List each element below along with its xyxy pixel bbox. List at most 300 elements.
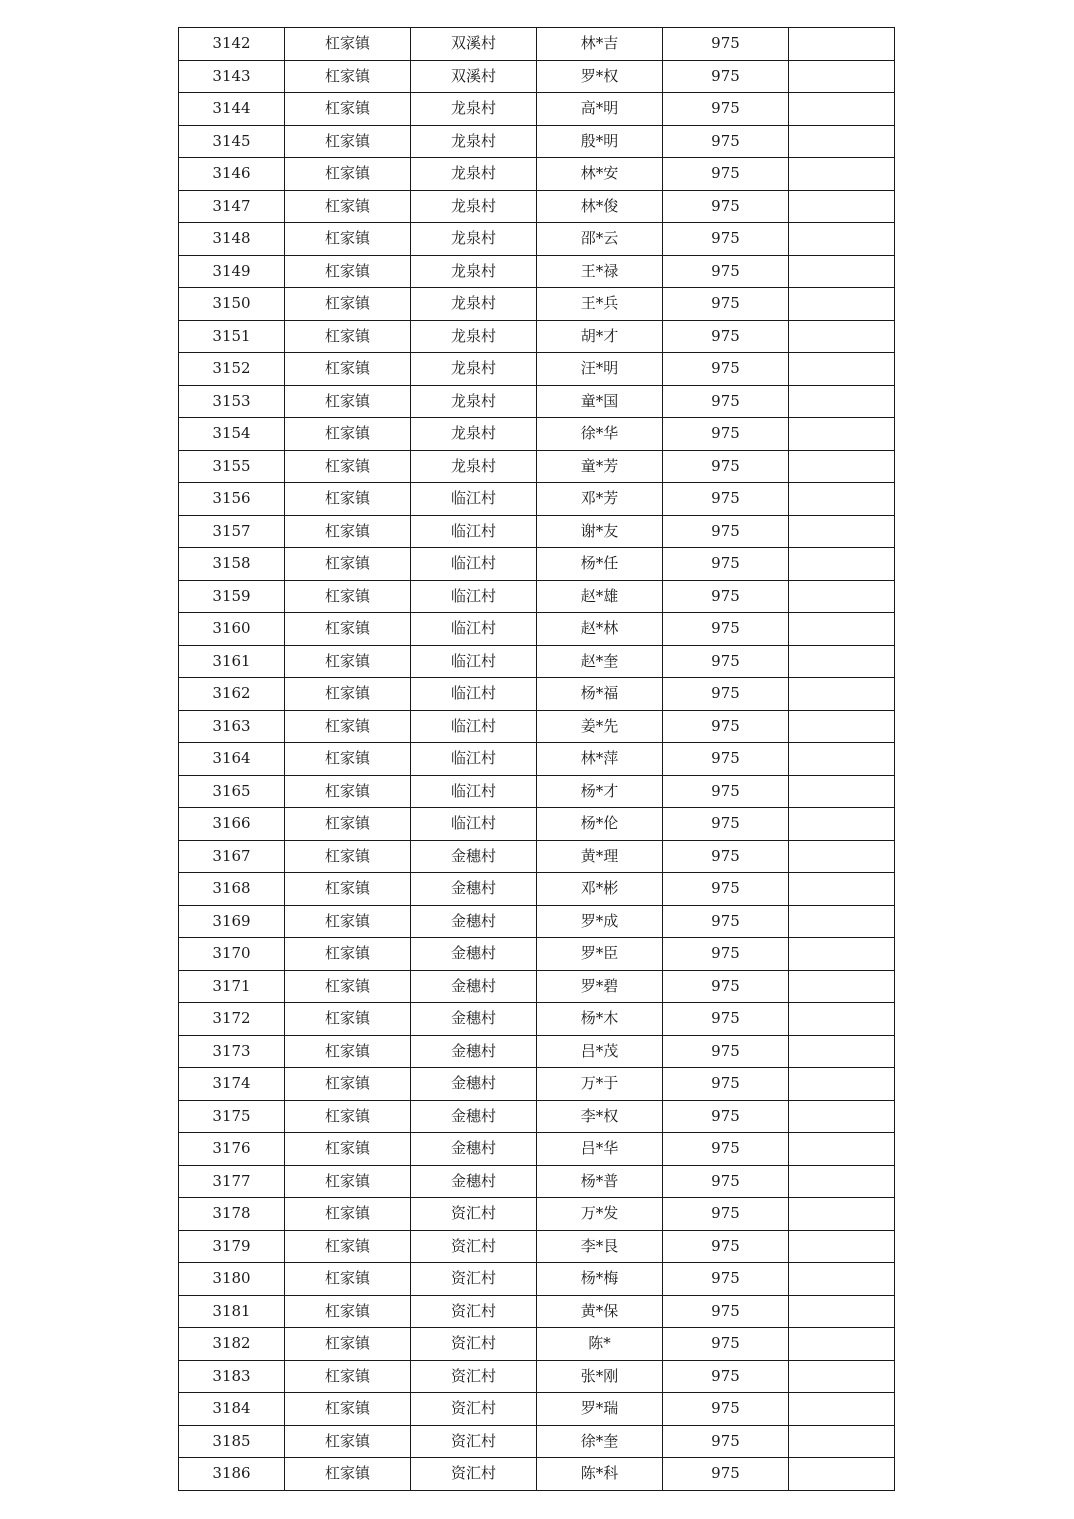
name-cell: 罗*权 [537, 60, 663, 93]
amount-cell: 975 [663, 775, 789, 808]
amount-cell: 975 [663, 190, 789, 223]
note-cell [789, 1458, 895, 1491]
amount-cell: 975 [663, 418, 789, 451]
village-cell: 龙泉村 [411, 320, 537, 353]
note-cell [789, 775, 895, 808]
name-cell: 林*吉 [537, 28, 663, 61]
table-row [179, 613, 895, 646]
row-number-cell: 3169 [179, 905, 285, 938]
row-number-cell: 3157 [179, 515, 285, 548]
note-cell [789, 1425, 895, 1458]
amount-cell: 975 [663, 970, 789, 1003]
town-cell: 杠家镇 [285, 613, 411, 646]
table-row [179, 1003, 895, 1036]
table-row [179, 873, 895, 906]
row-number-cell: 3184 [179, 1393, 285, 1426]
table-row [179, 515, 895, 548]
town-cell: 杠家镇 [285, 60, 411, 93]
name-cell: 邵*云 [537, 223, 663, 256]
table-row [179, 125, 895, 158]
row-number-cell: 3143 [179, 60, 285, 93]
table-row [179, 158, 895, 191]
town-cell: 杠家镇 [285, 1263, 411, 1296]
town-cell: 杠家镇 [285, 28, 411, 61]
row-number-cell: 3160 [179, 613, 285, 646]
name-cell: 杨*梅 [537, 1263, 663, 1296]
name-cell: 杨*任 [537, 548, 663, 581]
village-cell: 资汇村 [411, 1425, 537, 1458]
name-cell: 赵*奎 [537, 645, 663, 678]
row-number-cell: 3151 [179, 320, 285, 353]
amount-cell: 975 [663, 1295, 789, 1328]
village-cell: 金穗村 [411, 1068, 537, 1101]
table-row [179, 1133, 895, 1166]
town-cell: 杠家镇 [285, 905, 411, 938]
row-number-cell: 3178 [179, 1198, 285, 1231]
name-cell: 罗*瑞 [537, 1393, 663, 1426]
note-cell [789, 28, 895, 61]
name-cell: 赵*雄 [537, 580, 663, 613]
table-row [179, 1295, 895, 1328]
amount-cell: 975 [663, 678, 789, 711]
village-cell: 临江村 [411, 515, 537, 548]
amount-cell: 975 [663, 710, 789, 743]
town-cell: 杠家镇 [285, 710, 411, 743]
name-cell: 林*俊 [537, 190, 663, 223]
village-cell: 资汇村 [411, 1393, 537, 1426]
amount-cell: 975 [663, 1165, 789, 1198]
town-cell: 杠家镇 [285, 1230, 411, 1263]
amount-cell: 975 [663, 808, 789, 841]
table-row [179, 710, 895, 743]
row-number-cell: 3149 [179, 255, 285, 288]
note-cell [789, 1133, 895, 1166]
table-row [179, 1230, 895, 1263]
row-number-cell: 3163 [179, 710, 285, 743]
note-cell [789, 125, 895, 158]
table-row [179, 483, 895, 516]
name-cell: 殷*明 [537, 125, 663, 158]
name-cell: 王*兵 [537, 288, 663, 321]
amount-cell: 975 [663, 255, 789, 288]
name-cell: 杨*普 [537, 1165, 663, 1198]
note-cell [789, 450, 895, 483]
note-cell [789, 1068, 895, 1101]
name-cell: 陈* [537, 1328, 663, 1361]
village-cell: 龙泉村 [411, 223, 537, 256]
table-row [179, 1360, 895, 1393]
amount-cell: 975 [663, 938, 789, 971]
name-cell: 罗*碧 [537, 970, 663, 1003]
town-cell: 杠家镇 [285, 548, 411, 581]
name-cell: 童*国 [537, 385, 663, 418]
village-cell: 金穗村 [411, 1035, 537, 1068]
roster-table-body [179, 28, 895, 1491]
table-row [179, 1165, 895, 1198]
town-cell: 杠家镇 [285, 645, 411, 678]
row-number-cell: 3172 [179, 1003, 285, 1036]
village-cell: 龙泉村 [411, 450, 537, 483]
note-cell [789, 418, 895, 451]
amount-cell: 975 [663, 60, 789, 93]
amount-cell: 975 [663, 1133, 789, 1166]
row-number-cell: 3173 [179, 1035, 285, 1068]
table-row [179, 1393, 895, 1426]
row-number-cell: 3179 [179, 1230, 285, 1263]
village-cell: 金穗村 [411, 938, 537, 971]
village-cell: 龙泉村 [411, 93, 537, 126]
name-cell: 李*权 [537, 1100, 663, 1133]
table-row [179, 320, 895, 353]
town-cell: 杠家镇 [285, 1100, 411, 1133]
note-cell [789, 840, 895, 873]
amount-cell: 975 [663, 158, 789, 191]
name-cell: 胡*才 [537, 320, 663, 353]
village-cell: 临江村 [411, 710, 537, 743]
town-cell: 杠家镇 [285, 743, 411, 776]
village-cell: 龙泉村 [411, 288, 537, 321]
village-cell: 资汇村 [411, 1230, 537, 1263]
amount-cell: 975 [663, 1393, 789, 1426]
town-cell: 杠家镇 [285, 873, 411, 906]
row-number-cell: 3175 [179, 1100, 285, 1133]
village-cell: 临江村 [411, 678, 537, 711]
row-number-cell: 3158 [179, 548, 285, 581]
village-cell: 龙泉村 [411, 353, 537, 386]
name-cell: 罗*成 [537, 905, 663, 938]
table-row [179, 1198, 895, 1231]
name-cell: 汪*明 [537, 353, 663, 386]
amount-cell: 975 [663, 28, 789, 61]
note-cell [789, 1230, 895, 1263]
name-cell: 杨*伦 [537, 808, 663, 841]
table-row [179, 288, 895, 321]
row-number-cell: 3153 [179, 385, 285, 418]
amount-cell: 975 [663, 580, 789, 613]
village-cell: 金穗村 [411, 970, 537, 1003]
amount-cell: 975 [663, 1263, 789, 1296]
town-cell: 杠家镇 [285, 1003, 411, 1036]
town-cell: 杠家镇 [285, 1393, 411, 1426]
village-cell: 金穗村 [411, 873, 537, 906]
row-number-cell: 3166 [179, 808, 285, 841]
row-number-cell: 3150 [179, 288, 285, 321]
village-cell: 双溪村 [411, 60, 537, 93]
amount-cell: 975 [663, 1425, 789, 1458]
name-cell: 徐*华 [537, 418, 663, 451]
note-cell [789, 190, 895, 223]
row-number-cell: 3148 [179, 223, 285, 256]
row-number-cell: 3183 [179, 1360, 285, 1393]
amount-cell: 975 [663, 1198, 789, 1231]
amount-cell: 975 [663, 1328, 789, 1361]
note-cell [789, 1035, 895, 1068]
table-row [179, 353, 895, 386]
amount-cell: 975 [663, 223, 789, 256]
amount-cell: 975 [663, 613, 789, 646]
row-number-cell: 3181 [179, 1295, 285, 1328]
town-cell: 杠家镇 [285, 1458, 411, 1491]
amount-cell: 975 [663, 1100, 789, 1133]
table-row [179, 1328, 895, 1361]
name-cell: 黄*保 [537, 1295, 663, 1328]
town-cell: 杠家镇 [285, 1198, 411, 1231]
note-cell [789, 580, 895, 613]
row-number-cell: 3147 [179, 190, 285, 223]
table-row [179, 743, 895, 776]
town-cell: 杠家镇 [285, 1068, 411, 1101]
town-cell: 杠家镇 [285, 385, 411, 418]
amount-cell: 975 [663, 548, 789, 581]
town-cell: 杠家镇 [285, 1425, 411, 1458]
table-row [179, 1035, 895, 1068]
name-cell: 姜*先 [537, 710, 663, 743]
amount-cell: 975 [663, 1230, 789, 1263]
note-cell [789, 1003, 895, 1036]
amount-cell: 975 [663, 1035, 789, 1068]
village-cell: 金穗村 [411, 905, 537, 938]
name-cell: 张*刚 [537, 1360, 663, 1393]
village-cell: 龙泉村 [411, 385, 537, 418]
village-cell: 临江村 [411, 808, 537, 841]
table-row [179, 808, 895, 841]
name-cell: 赵*林 [537, 613, 663, 646]
name-cell: 吕*华 [537, 1133, 663, 1166]
row-number-cell: 3142 [179, 28, 285, 61]
town-cell: 杠家镇 [285, 1133, 411, 1166]
town-cell: 杠家镇 [285, 970, 411, 1003]
table-row [179, 775, 895, 808]
village-cell: 资汇村 [411, 1328, 537, 1361]
note-cell [789, 808, 895, 841]
amount-cell: 975 [663, 385, 789, 418]
table-row [179, 385, 895, 418]
amount-cell: 975 [663, 515, 789, 548]
town-cell: 杠家镇 [285, 93, 411, 126]
note-cell [789, 483, 895, 516]
name-cell: 徐*奎 [537, 1425, 663, 1458]
table-row [179, 450, 895, 483]
village-cell: 金穗村 [411, 1003, 537, 1036]
name-cell: 王*禄 [537, 255, 663, 288]
village-cell: 临江村 [411, 613, 537, 646]
amount-cell: 975 [663, 125, 789, 158]
row-number-cell: 3144 [179, 93, 285, 126]
row-number-cell: 3155 [179, 450, 285, 483]
village-cell: 资汇村 [411, 1198, 537, 1231]
name-cell: 邓*彬 [537, 873, 663, 906]
name-cell: 杨*才 [537, 775, 663, 808]
village-cell: 临江村 [411, 645, 537, 678]
table-row [179, 60, 895, 93]
row-number-cell: 3182 [179, 1328, 285, 1361]
amount-cell: 975 [663, 483, 789, 516]
note-cell [789, 320, 895, 353]
table-row [179, 1068, 895, 1101]
amount-cell: 975 [663, 743, 789, 776]
amount-cell: 975 [663, 320, 789, 353]
town-cell: 杠家镇 [285, 125, 411, 158]
town-cell: 杠家镇 [285, 678, 411, 711]
amount-cell: 975 [663, 873, 789, 906]
village-cell: 临江村 [411, 580, 537, 613]
amount-cell: 975 [663, 353, 789, 386]
village-cell: 金穗村 [411, 840, 537, 873]
note-cell [789, 1393, 895, 1426]
village-cell: 资汇村 [411, 1458, 537, 1491]
name-cell: 杨*福 [537, 678, 663, 711]
table-row [179, 905, 895, 938]
amount-cell: 975 [663, 905, 789, 938]
table-row [179, 223, 895, 256]
town-cell: 杠家镇 [285, 580, 411, 613]
village-cell: 龙泉村 [411, 418, 537, 451]
village-cell: 金穗村 [411, 1100, 537, 1133]
town-cell: 杠家镇 [285, 840, 411, 873]
note-cell [789, 1198, 895, 1231]
town-cell: 杠家镇 [285, 1360, 411, 1393]
name-cell: 杨*木 [537, 1003, 663, 1036]
name-cell: 高*明 [537, 93, 663, 126]
note-cell [789, 385, 895, 418]
amount-cell: 975 [663, 93, 789, 126]
name-cell: 吕*茂 [537, 1035, 663, 1068]
note-cell [789, 515, 895, 548]
note-cell [789, 223, 895, 256]
table-row [179, 938, 895, 971]
table-row [179, 1425, 895, 1458]
row-number-cell: 3186 [179, 1458, 285, 1491]
village-cell: 金穗村 [411, 1133, 537, 1166]
town-cell: 杠家镇 [285, 255, 411, 288]
village-cell: 资汇村 [411, 1360, 537, 1393]
amount-cell: 975 [663, 840, 789, 873]
row-number-cell: 3180 [179, 1263, 285, 1296]
village-cell: 资汇村 [411, 1295, 537, 1328]
table-row [179, 28, 895, 61]
name-cell: 陈*科 [537, 1458, 663, 1491]
village-cell: 龙泉村 [411, 158, 537, 191]
table-row [179, 190, 895, 223]
table-row [179, 255, 895, 288]
town-cell: 杠家镇 [285, 1295, 411, 1328]
table-row [179, 1263, 895, 1296]
amount-cell: 975 [663, 288, 789, 321]
note-cell [789, 1263, 895, 1296]
town-cell: 杠家镇 [285, 418, 411, 451]
note-cell [789, 1360, 895, 1393]
row-number-cell: 3176 [179, 1133, 285, 1166]
name-cell: 万*发 [537, 1198, 663, 1231]
row-number-cell: 3171 [179, 970, 285, 1003]
row-number-cell: 3162 [179, 678, 285, 711]
row-number-cell: 3174 [179, 1068, 285, 1101]
table-row [179, 1100, 895, 1133]
note-cell [789, 905, 895, 938]
note-cell [789, 678, 895, 711]
table-row [179, 93, 895, 126]
note-cell [789, 93, 895, 126]
name-cell: 林*萍 [537, 743, 663, 776]
row-number-cell: 3170 [179, 938, 285, 971]
note-cell [789, 60, 895, 93]
note-cell [789, 873, 895, 906]
name-cell: 林*安 [537, 158, 663, 191]
row-number-cell: 3177 [179, 1165, 285, 1198]
row-number-cell: 3164 [179, 743, 285, 776]
village-cell: 临江村 [411, 483, 537, 516]
row-number-cell: 3152 [179, 353, 285, 386]
note-cell [789, 613, 895, 646]
town-cell: 杠家镇 [285, 450, 411, 483]
table-row [179, 970, 895, 1003]
amount-cell: 975 [663, 1068, 789, 1101]
note-cell [789, 158, 895, 191]
note-cell [789, 353, 895, 386]
note-cell [789, 743, 895, 776]
row-number-cell: 3159 [179, 580, 285, 613]
town-cell: 杠家镇 [285, 320, 411, 353]
note-cell [789, 548, 895, 581]
note-cell [789, 1165, 895, 1198]
town-cell: 杠家镇 [285, 483, 411, 516]
name-cell: 邓*芳 [537, 483, 663, 516]
village-cell: 资汇村 [411, 1263, 537, 1296]
name-cell: 黄*理 [537, 840, 663, 873]
town-cell: 杠家镇 [285, 775, 411, 808]
table-row [179, 645, 895, 678]
town-cell: 杠家镇 [285, 1165, 411, 1198]
village-cell: 临江村 [411, 775, 537, 808]
village-cell: 双溪村 [411, 28, 537, 61]
name-cell: 万*于 [537, 1068, 663, 1101]
row-number-cell: 3168 [179, 873, 285, 906]
town-cell: 杠家镇 [285, 158, 411, 191]
town-cell: 杠家镇 [285, 515, 411, 548]
table-row [179, 418, 895, 451]
row-number-cell: 3161 [179, 645, 285, 678]
note-cell [789, 645, 895, 678]
row-number-cell: 3185 [179, 1425, 285, 1458]
village-cell: 龙泉村 [411, 190, 537, 223]
town-cell: 杠家镇 [285, 190, 411, 223]
table-row [179, 840, 895, 873]
note-cell [789, 710, 895, 743]
note-cell [789, 288, 895, 321]
village-cell: 金穗村 [411, 1165, 537, 1198]
note-cell [789, 255, 895, 288]
name-cell: 童*芳 [537, 450, 663, 483]
town-cell: 杠家镇 [285, 938, 411, 971]
roster-table [178, 27, 895, 1491]
town-cell: 杠家镇 [285, 353, 411, 386]
village-cell: 临江村 [411, 743, 537, 776]
amount-cell: 975 [663, 450, 789, 483]
town-cell: 杠家镇 [285, 223, 411, 256]
note-cell [789, 970, 895, 1003]
town-cell: 杠家镇 [285, 808, 411, 841]
amount-cell: 975 [663, 645, 789, 678]
town-cell: 杠家镇 [285, 288, 411, 321]
amount-cell: 975 [663, 1003, 789, 1036]
row-number-cell: 3167 [179, 840, 285, 873]
note-cell [789, 1328, 895, 1361]
row-number-cell: 3145 [179, 125, 285, 158]
amount-cell: 975 [663, 1458, 789, 1491]
row-number-cell: 3156 [179, 483, 285, 516]
table-row [179, 580, 895, 613]
town-cell: 杠家镇 [285, 1328, 411, 1361]
